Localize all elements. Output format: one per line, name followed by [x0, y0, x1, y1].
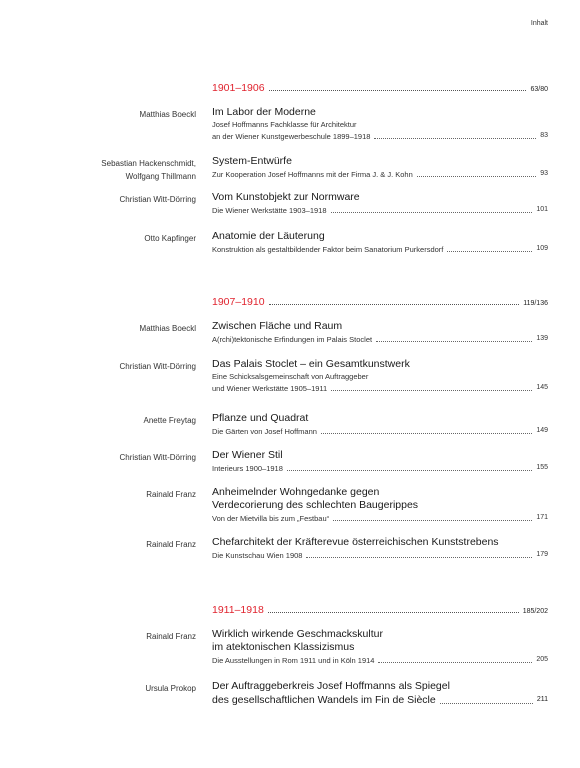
entry-subtitle-line — [212, 333, 548, 345]
entry-page-number: 109 — [536, 245, 548, 252]
section-pages: 119/136 — [523, 300, 548, 307]
entry-subtitle-line — [212, 462, 548, 474]
entry-subtitle-line — [212, 549, 548, 561]
entry-author — [120, 360, 196, 373]
entry-title-line: Zwischen Fläche und Raum — [212, 320, 343, 332]
entry-title-line: im atektonischen Klassizismus — [212, 641, 355, 653]
author-line: Sebastian Hackenschmidt, — [101, 159, 196, 168]
dot-leader — [333, 519, 532, 521]
dot-leader — [440, 702, 533, 704]
entry-title-line: Pflanze und Quadrat — [212, 412, 309, 424]
dot-leader — [447, 250, 532, 252]
author-line: Christian Witt-Dörring — [119, 453, 196, 462]
entry-subtitle-line: Josef Hoffmanns Fachklasse für Architektur — [212, 120, 357, 129]
entry-subtitle-text: A(rchi)tektonische Erfindungen im Palais Stoclet — [212, 335, 373, 344]
dot-leader — [331, 389, 532, 391]
entry-subtitle-text: Die Gärten von Josef Hoffmann — [212, 427, 317, 436]
entry-subtitle-text: Die Ausstellungen in Rom 1911 und in Köln 1914 — [212, 656, 375, 665]
entry-subtitle-line — [212, 243, 548, 255]
running-head: Inhalt — [530, 20, 548, 27]
dot-leader — [306, 556, 532, 558]
entry-subtitle-line — [212, 382, 548, 394]
entry-content — [212, 155, 548, 180]
entry-page-number: 139 — [536, 335, 548, 342]
dot-leader — [374, 137, 536, 139]
entry-subtitle-line — [212, 168, 548, 180]
entry-title-line — [212, 693, 548, 707]
section-heading — [212, 294, 548, 308]
entry-subtitle-text: Von der Mietvilla bis zum „Festbau“ — [212, 514, 330, 523]
entry-title-line: Wirklich wirkende Geschmackskultur — [212, 628, 383, 640]
entry-author — [146, 630, 196, 643]
entry-author — [146, 488, 196, 501]
entry-subtitle-line — [212, 130, 548, 142]
entry-page-number: 155 — [536, 464, 548, 471]
entry-page-number: 171 — [536, 514, 548, 521]
section-heading — [212, 602, 548, 616]
entry-subtitle-text: Interieurs 1900–1918 — [212, 464, 283, 473]
dot-leader — [376, 340, 532, 342]
entry-content — [212, 449, 548, 474]
author-line: Anette Freytag — [143, 416, 196, 425]
entry-subtitle-text: an der Wiener Kunstgewerbeschule 1899–1918 — [212, 132, 371, 141]
entry-content — [212, 486, 548, 524]
entry-subtitle-line — [212, 512, 548, 524]
entry-subtitle-line — [212, 204, 548, 216]
entry-title-line: Der Auftraggeberkreis Josef Hoffmanns als Spiegel — [212, 680, 450, 692]
entry-title-text: des gesellschaftlichen Wandels im Fin de Siècle — [212, 694, 436, 706]
author-line: Christian Witt-Dörring — [119, 362, 196, 371]
entry-subtitle-line — [212, 654, 548, 666]
entry-author — [140, 108, 196, 121]
entry-content — [212, 536, 548, 561]
entry-content — [212, 628, 548, 666]
entry-page-number: 179 — [536, 551, 548, 558]
entry-page-number: 145 — [536, 384, 548, 391]
entry-content — [212, 320, 548, 345]
author-line: Matthias Boeckl — [139, 110, 196, 119]
entry-title-line: Das Palais Stoclet – ein Gesamtkunstwerk — [212, 358, 410, 370]
entry-author — [144, 414, 196, 427]
entry-author — [120, 451, 196, 464]
dot-leader — [417, 175, 536, 177]
author-line: Matthias Boeckl — [139, 324, 196, 333]
entry-page-number: 101 — [536, 206, 548, 213]
entry-content — [212, 680, 548, 707]
entry-content — [212, 412, 548, 437]
author-line: Rainald Franz — [146, 490, 196, 499]
entry-title-line: Anheimelnder Wohngedanke gegen — [212, 486, 380, 498]
entry-page-number: 205 — [536, 656, 548, 663]
author-line: Otto Kapfinger — [144, 234, 196, 243]
entry-page-number: 93 — [540, 170, 548, 177]
entry-author — [146, 538, 196, 551]
author-line: Ursula Prokop — [145, 684, 196, 693]
entry-subtitle-text: Konstruktion als gestaltbildender Faktor beim Sanatorium Purkersdorf — [212, 245, 444, 254]
entry-content — [212, 358, 548, 394]
entry-subtitle-text: Zur Kooperation Josef Hoffmanns mit der Firma J. & J. Kohn — [212, 170, 413, 179]
entry-page-number: 83 — [540, 132, 548, 139]
dot-leader — [269, 89, 527, 91]
entry-title-line: Anatomie der Läuterung — [212, 230, 325, 242]
dot-leader — [287, 469, 532, 471]
author-line: Rainald Franz — [146, 632, 196, 641]
entry-title-line: Vom Kunstobjekt zur Normware — [212, 191, 360, 203]
section-title: 1911–1918 — [212, 604, 264, 616]
entry-title-line: System-Entwürfe — [212, 155, 292, 167]
entry-content — [212, 106, 548, 142]
section-title: 1901–1906 — [212, 82, 265, 94]
section-heading — [212, 80, 548, 94]
entry-title-line: Im Labor der Moderne — [212, 106, 316, 118]
section-title: 1907–1910 — [212, 296, 265, 308]
entry-author — [140, 322, 196, 335]
entry-title-line: Verdecorierung des schlechten Baugerippes — [212, 499, 419, 511]
author-line: Wolfgang Thillmann — [125, 172, 196, 181]
entry-author — [101, 157, 196, 183]
dot-leader — [269, 303, 520, 305]
entry-subtitle-text: und Wiener Werkstätte 1905–1911 — [212, 384, 328, 393]
entry-subtitle-text: Die Kunstschau Wien 1908 — [212, 551, 303, 560]
dot-leader — [268, 611, 519, 613]
entry-author — [145, 682, 196, 695]
entry-author — [144, 232, 196, 245]
entry-title-line: Der Wiener Stil — [212, 449, 283, 461]
entry-page-number: 149 — [536, 427, 548, 434]
entry-page-number: 211 — [536, 696, 548, 703]
dot-leader — [378, 661, 532, 663]
section-pages: 63/80 — [530, 86, 548, 93]
entry-content — [212, 191, 548, 216]
dot-leader — [331, 211, 533, 213]
dot-leader — [321, 432, 532, 434]
author-line: Christian Witt-Dörring — [119, 195, 196, 204]
entry-author — [120, 193, 196, 206]
entry-subtitle-line — [212, 425, 548, 437]
author-line: Rainald Franz — [146, 540, 196, 549]
entry-title-line: Chefarchitekt der Kräfterevue österreichischen Kunststrebens — [212, 536, 499, 548]
entry-content — [212, 230, 548, 255]
entry-subtitle-line: Eine Schicksalsgemeinschaft von Auftraggeber — [212, 372, 369, 381]
section-pages: 185/202 — [522, 608, 548, 615]
entry-subtitle-text: Die Wiener Werkstätte 1903–1918 — [212, 206, 327, 215]
